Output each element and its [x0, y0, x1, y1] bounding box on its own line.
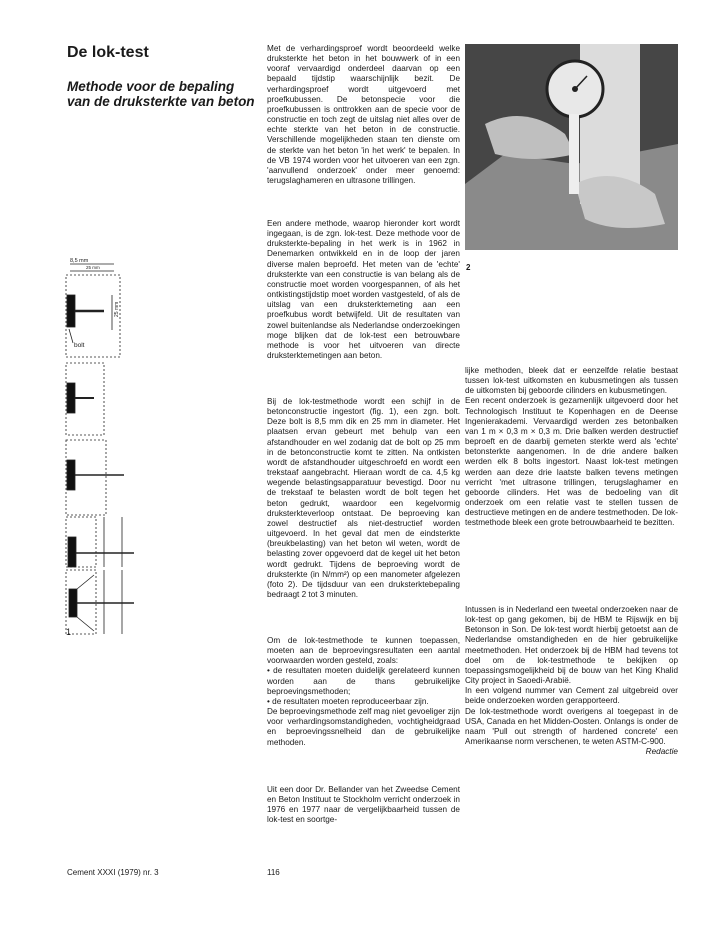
figure-1-label: 1	[66, 627, 72, 637]
article-title: De lok-test	[67, 44, 149, 61]
bolt-label: bolt	[74, 342, 85, 349]
signature: Redactie	[645, 747, 678, 757]
dim-depth: 25 mm	[114, 301, 120, 317]
lok-test-diagram	[64, 255, 154, 635]
figure-2-label: 2	[466, 263, 471, 272]
col2-paragraph-4: Om de lok-testmethode te kunnen toepassen, moeten aan de beproevingsresultaten een aantal voorwaarden worden gesteld, zoals: • de resultaten moeten duidelijk gerelateerd kunnen worden aan de thans gebruikelijke beproevingsmethoden; • de resultaten moeten reproduceerbaar zijn. De beproevingsmethode zelf mag niet gevoeliger zijn voor verhardingsomstandigheden, vochtigheidgraad en beproevingssnelheid dan de gebruikelijke methoden.	[267, 636, 460, 747]
article-subtitle: Methode voor de bepaling van de druksterkte van beton	[67, 79, 255, 109]
bullet-1: • de resultaten moeten duidelijk gerelateerd kunnen worden aan de thans gebruikelijke beproevingsmethoden;	[267, 666, 460, 696]
page-number: 116	[267, 868, 280, 877]
col2-paragraph-3: Bij de lok-testmethode wordt een schijf in de betonconstructie ingestort (fig. 1), een zgn. bolt. Deze bolt is 8,5 mm dik en 25 mm in diameter. Het plaatsen ervan gebeurt met behulp van een afstandhouder en wel zodanig dat de bolt op 25 mm in de betonconstructie komt te zitten. Na ontkisten wordt de afstandhouder uitgeschroefd en wordt een trekstaaf aangebracht. Hieraan wordt de ca. 4,5 kg wegende belastingsapparatuur bevestigd. Door nu de trekstaaf te belasten wordt de bolt tegen het beton gedrukt, waardoor een kegelvormig druksterkteverloop ontstaat. De beproeving kan zowel destructief als niet-destructief worden uitgevoerd. In het geval dat men de eindsterkte (breukbelasting) van het beton wil weten, wordt de belasting zover opgevoerd dat de kegel uit het beton wordt gedrukt. Tijdens de beproeving wordt de druksterkte (in N/mm²) op een manometer afgelezen (foto 2). De tijdsduur van een druksterktebepaling bedraagt 2 tot 3 minuten.	[267, 397, 460, 599]
col2-paragraph-5: Uit een door Dr. Bellander van het Zweedse Cement en Beton Instituut te Stockholm verricht onderzoek in 1976 en 1977 naar de vergelijkbaarheid tussen de lok-test en soortge-	[267, 785, 460, 825]
dim-thickness: 8,5 mm	[70, 258, 89, 264]
col2-paragraph-1: Met de verhardingsproef wordt beoordeeld welke druksterkte het beton in het bouwwerk of in een vooraf vervaardigd onderdeel daarvan op een bepaald tijdstip waarschijnlijk bezit. De verhardingsproef wordt uitgevoerd met proefkubussen. De betonspecie voor die proefkubussen is onttrokken aan de specie voor de constructie en toch zegt de uitslag niet alles over de echte sterkte van het beton in de constructie. Verschillende mogelijkheden staan ten dienste om de sterkte van het beton 'in het werk' te bepalen. In de VB 1974 worden voor het uitvoeren van een zgn. 'aanvullend onderzoek' onder meer genoemd: terugslaghameren en ultrasone trillingen.	[267, 44, 460, 186]
bullet-2: • de resultaten moeten reproduceerbaar zijn.	[267, 696, 429, 706]
journal-footer: Cement XXXI (1979) nr. 3	[67, 868, 159, 877]
col3-paragraph-1: lijke methoden, bleek dat er eenzelfde relatie bestaat tussen lok-test uitkomsten en kubusmetingen als tussen de uitkomsten bij geboorde cilinders en kubusmetingen. Een recent onderzoek is gezamenlijk uitgevoerd door het Technologisch Instituut te Kopenhagen en de Deense Ingenierakademi. Vervaardigd werden zes betonbalken van 1 m × 0,3 m × 0,3 m. Drie balken werden destructief beproeft en de daarbij gemeten sterkte werd als 'echte' betonsterkte aangenomen. In de drie andere balken werden elk 8 bolts ingestort. Naast lok-test metingen werden aan deze drie laatste balken tevens metingen verricht 'met ultrasone trillingen, terugslaghamer en geboorde cilinders. Het was de bedoeling van dit onderzoek om een relatie vast te stellen tussen de destructieve metingen en de andere testmethoden. De lok-testmethode bleek een grote betrouwbaarheid te bezitten.	[465, 366, 679, 528]
test-photo	[465, 44, 678, 250]
dim-diameter: 25 mm	[86, 265, 100, 270]
col2-paragraph-2: Een andere methode, waarop hieronder kort wordt ingegaan, is de zgn. lok-test. Deze methode voor de druksterkte-bepaling in het werk is in 1962 in Denemarken ontwikkeld en in de loop der jaren diverse malen beproefd. Het meten van de 'echte' druksterkte van een constructie is van belang als de constructie moet worden voorgespannen, of als het ontkistingstijdstip moet worden vastgesteld, of als de uitslag van een druksterktemeting aan een proefkubus wordt betwijfeld. Uit de resultaten van zowel buitenlandse als Nederlandse onderzoekingen moge blijken dat de lok-test een betrouwbare methode is voor het uitvoeren van directe druksterktemetingen aan beton.	[267, 219, 460, 361]
col3-paragraph-2: Intussen is in Nederland een tweetal onderzoeken naar de lok-test op gang gekomen, bij de HBM te Rijswijk en bij Betonson in Son. De lok-test wordt hierbij getoetst aan de Nederlandse omstandigheden en de hier gebruikelijke meetmethoden. Het onderzoek bij de HBM had tevens tot doel om de lok-testmethode te bekijken op toepassingsmogelijkheid bij de bouw van het King Khalid City project in Saoedi-Arabië. In een volgend nummer van Cement zal uitgebreid over beide onderzoeken worden gerapporteerd. De lok-testmethode wordt overigens al toegepast in de USA, Canada en het Midden-Oosten. Onlangs is onder de naam 'Pull out strength of hardened concrete' een Amerikaanse norm verschenen, te weten ASTM-C-900. Redactie	[465, 605, 678, 757]
